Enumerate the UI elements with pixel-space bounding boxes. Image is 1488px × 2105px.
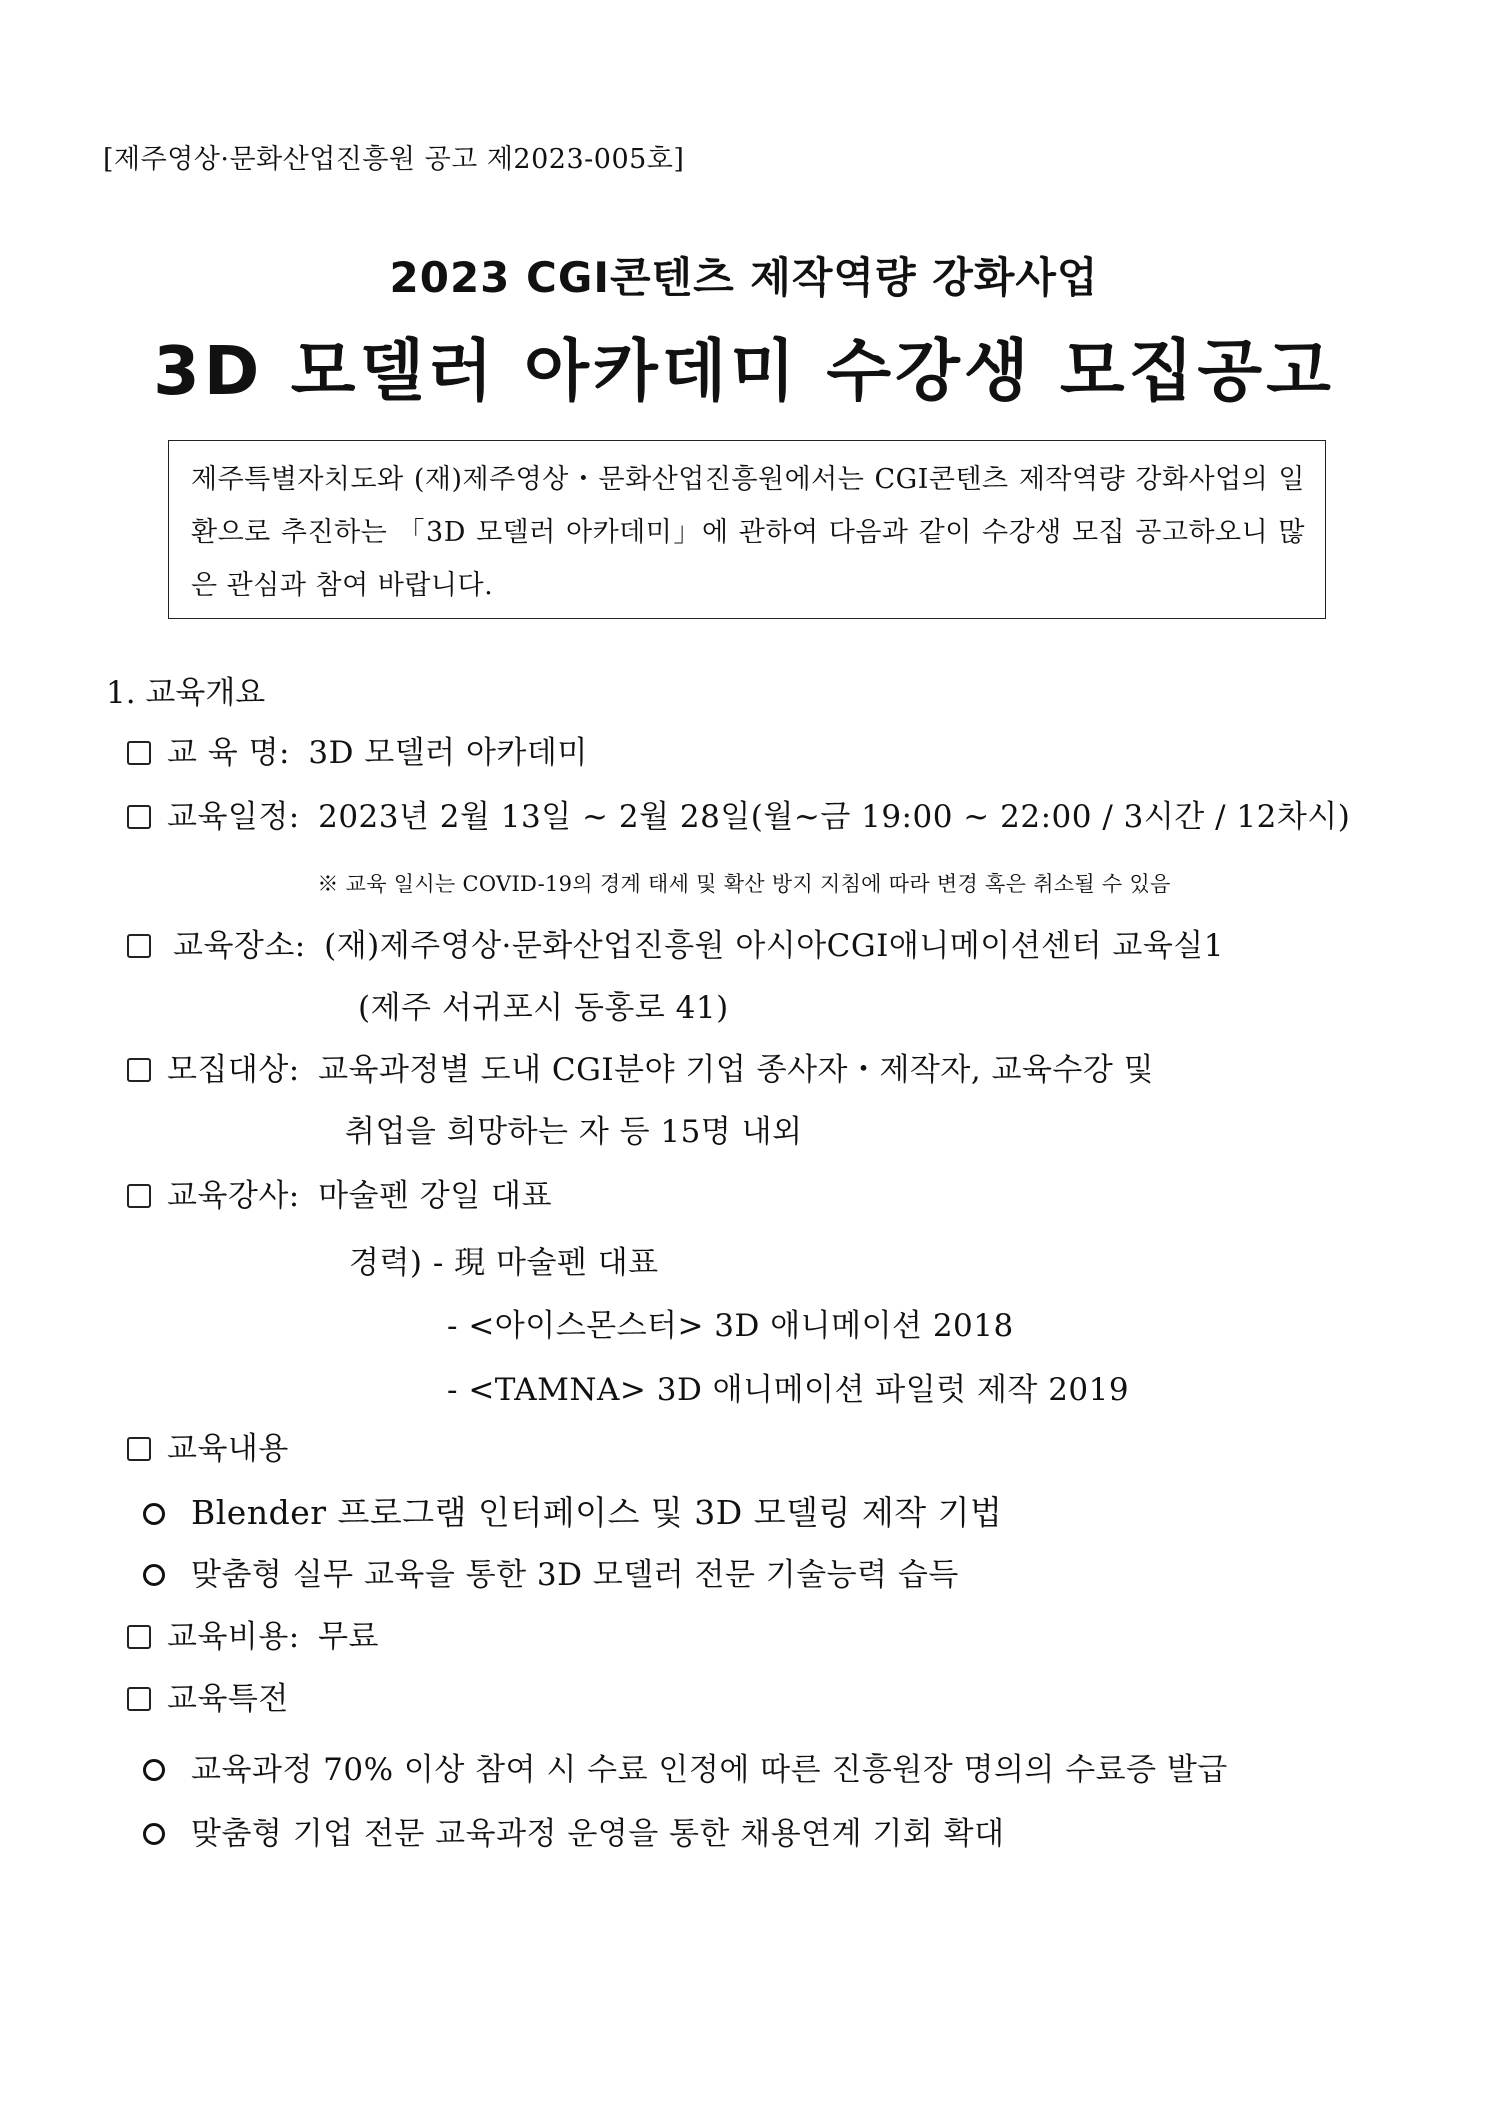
instructor-career-1: 경력) - 現 마술펜 대표 [349, 1245, 659, 1281]
cost-label: 교육비용: [167, 1619, 300, 1655]
section-heading: 1. 교육개요 [106, 675, 266, 711]
circle-bullet-icon [143, 1759, 165, 1781]
notice-number: [제주영상·문화산업진흥원 공고 제2023-005호] [103, 144, 685, 175]
checkbox-icon [127, 1058, 151, 1082]
cost-value: 무료 [318, 1619, 379, 1655]
instructor-career-3: - <TAMNA> 3D 애니메이션 파일럿 제작 2019 [447, 1372, 1130, 1408]
intro-box [168, 440, 1326, 619]
content-item-1 [143, 1487, 1002, 1534]
checkbox-icon [127, 1687, 151, 1711]
schedule-label: 교육일정: [167, 799, 300, 835]
instructor-value: 마술펜 강일 대표 [318, 1178, 552, 1214]
content-item-2 [143, 1549, 959, 1594]
education-name-row [127, 727, 588, 772]
benefit-row [127, 1673, 289, 1718]
checkbox-icon [127, 1437, 151, 1461]
checkbox-icon [127, 805, 151, 829]
place-label: 교육장소: [173, 928, 306, 964]
place-address: (제주 서귀포시 동홍로 41) [358, 990, 729, 1026]
education-name-label: 교 육 명: [167, 735, 290, 771]
benefit-item-1 [143, 1744, 1228, 1789]
benefit-label: 교육특전 [167, 1681, 289, 1717]
schedule-value: 2023년 2월 13일 ~ 2월 28일(월~금 19:00 ~ 22:00 / 3시간 / 12차시) [318, 799, 1351, 835]
place-value: (재)제주영상·문화산업진흥원 아시아CGI애니메이션센터 교육실1 [324, 928, 1224, 964]
content-label: 교육내용 [167, 1431, 289, 1467]
schedule-note: ※ 교육 일시는 COVID-19의 경계 태세 및 확산 방지 지침에 따라 변경 혹은 취소될 수 있음 [317, 872, 1171, 896]
circle-bullet-icon [143, 1564, 165, 1586]
target-row [127, 1044, 1154, 1089]
instructor-career-2: - <아이스몬스터> 3D 애니메이션 2018 [447, 1308, 1014, 1344]
target-label: 모집대상: [167, 1052, 300, 1088]
benefit-item-2 [143, 1808, 1005, 1853]
checkbox-icon [127, 1184, 151, 1208]
schedule-row [127, 791, 1350, 836]
content-row [127, 1423, 289, 1468]
intro-text: 제주특별자치도와 (재)제주영상・문화산업진흥원에서는 CGI콘텐츠 제작역량 강화사업의 일환으로 추진하는 「3D 모델러 아카데미」에 관하여 다음과 같이 수강생 모집 공고하오니 많은 관심과 참여 바랍니다. [191, 464, 1305, 601]
checkbox-icon [127, 1625, 151, 1649]
place-row [127, 920, 1224, 965]
benefit-item-2-text: 맞춤형 기업 전문 교육과정 운영을 통한 채용연계 기회 확대 [191, 1816, 1005, 1852]
page-title: 3D 모델러 아카데미 수강생 모집공고 [153, 332, 1335, 410]
target-value-continued: 취업을 희망하는 자 등 15명 내외 [345, 1114, 803, 1150]
education-name-value: 3D 모델러 아카데미 [308, 735, 588, 771]
benefit-item-1-text: 교육과정 70% 이상 참여 시 수료 인정에 따른 진흥원장 명의의 수료증 발급 [191, 1752, 1228, 1788]
instructor-label: 교육강사: [167, 1178, 300, 1214]
checkbox-icon [127, 934, 151, 958]
page-subtitle: 2023 CGI콘텐츠 제작역량 강화사업 [389, 253, 1099, 302]
checkbox-icon [127, 741, 151, 765]
cost-row [127, 1611, 379, 1656]
circle-bullet-icon [143, 1503, 165, 1525]
instructor-row [127, 1170, 552, 1215]
content-item-2-text: 맞춤형 실무 교육을 통한 3D 모델러 전문 기술능력 습득 [191, 1557, 959, 1593]
content-item-1-text: Blender 프로그램 인터페이스 및 3D 모델링 제작 기법 [191, 1493, 1003, 1532]
circle-bullet-icon [143, 1823, 165, 1845]
target-value: 교육과정별 도내 CGI분야 기업 종사자・제작자, 교육수강 및 [318, 1052, 1155, 1088]
